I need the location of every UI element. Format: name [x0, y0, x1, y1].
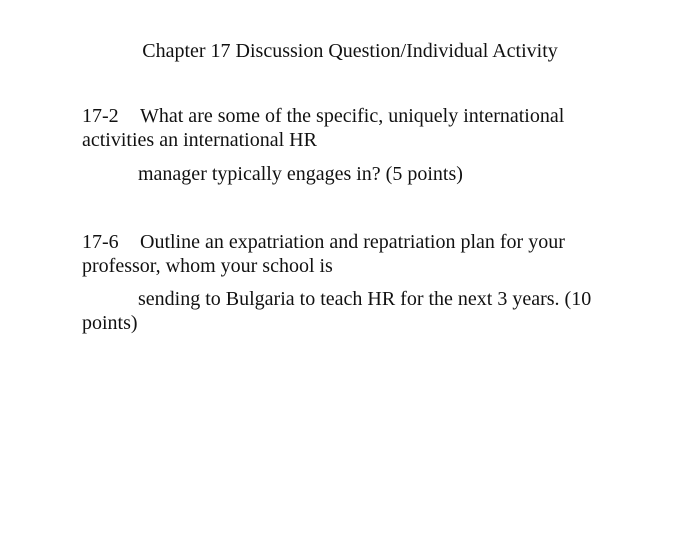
question-17-6 [82, 230, 622, 278]
page-title: Chapter 17 Discussion Question/Individual Activity [142, 40, 558, 62]
question-number: 17-2 [82, 105, 119, 127]
question-text: What are some of the specific, uniquely international activities an international HR [82, 105, 565, 151]
question-17-2-continuation: manager typically engages in? (5 points) [138, 163, 463, 185]
question-number: 17-6 [82, 231, 119, 253]
question-text: Outline an expatriation and repatriation plan for your professor, whom your school is [82, 231, 565, 277]
question-17-6-continuation: sending to Bulgaria to teach HR for the next 3 years. (10 points) [82, 288, 592, 334]
question-17-2 [82, 104, 622, 152]
